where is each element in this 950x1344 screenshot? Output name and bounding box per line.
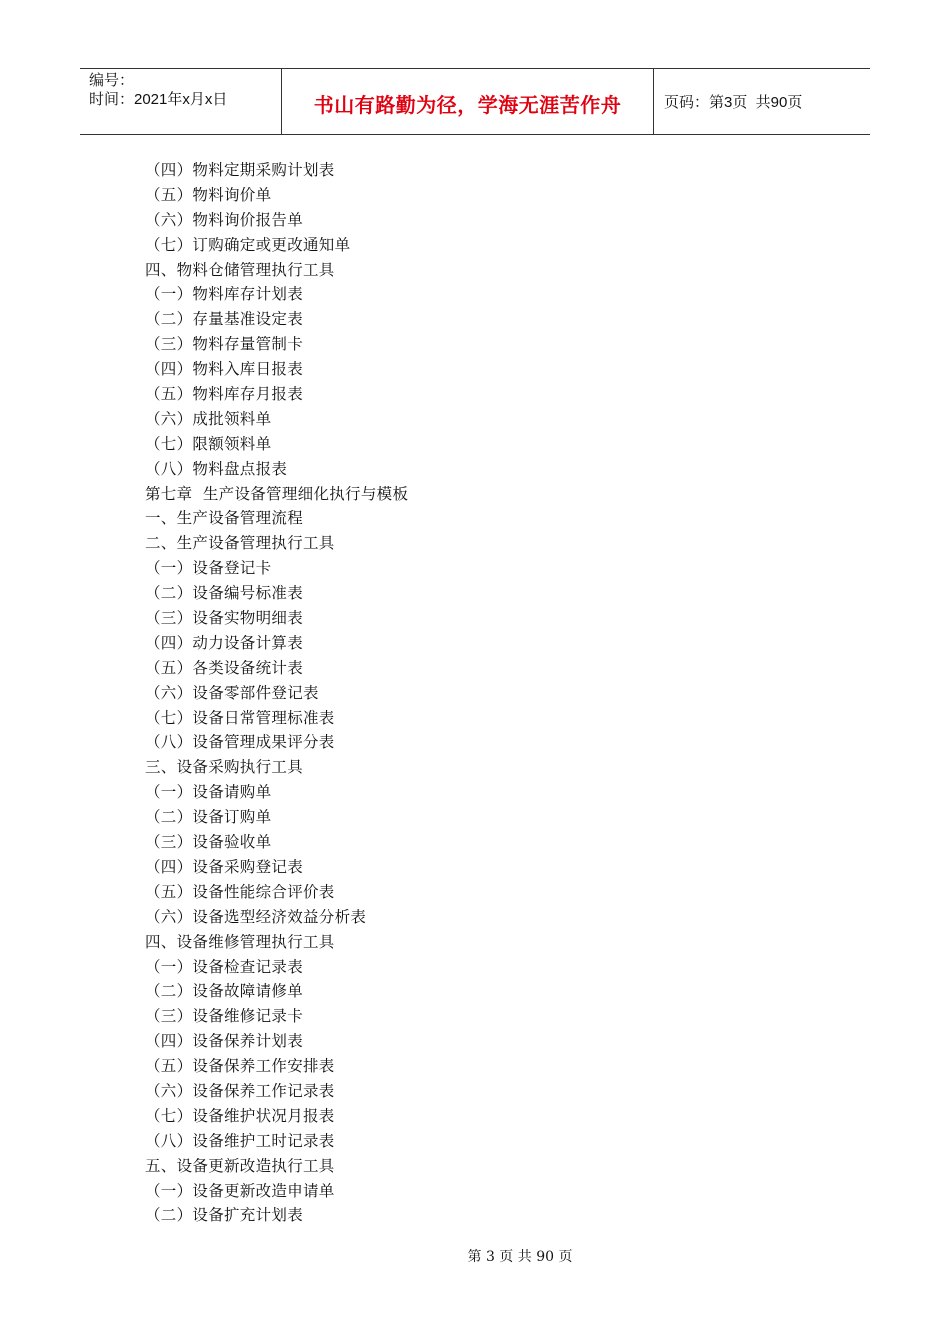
toc-entry: 三、设备采购执行工具 <box>145 758 304 777</box>
toc-entry: （一）物料库存计划表 <box>145 285 304 304</box>
toc-entry: （一）设备请购单 <box>145 783 272 802</box>
toc-entry: 一、生产设备管理流程 <box>145 509 304 528</box>
toc-entry: （六）设备零部件登记表 <box>145 683 319 702</box>
toc-entry: （四）设备采购登记表 <box>145 857 304 876</box>
toc-entry: 第七章 生产设备管理细化执行与模板 <box>145 484 409 503</box>
toc-entry: （一）设备检查记录表 <box>145 957 304 976</box>
header-motto: 书山有路勤为径，学海无涯苦作舟 <box>313 93 622 117</box>
toc-entry: （一）设备更新改造申请单 <box>145 1181 335 1200</box>
toc-entry: （八）设备管理成果评分表 <box>145 733 335 752</box>
toc-entry: （三）设备维修记录卡 <box>145 1007 304 1026</box>
toc-entry: （五）物料询价单 <box>145 185 272 204</box>
toc-entry: 四、物料仓储管理执行工具 <box>145 260 335 279</box>
document-number-label: 编号： <box>89 72 135 89</box>
toc-entry: （四）物料入库日报表 <box>145 360 304 379</box>
toc-entry: （三）设备验收单 <box>145 833 272 852</box>
toc-entry: （四）设备保养计划表 <box>145 1032 304 1051</box>
toc-entry: （二）存量基准设定表 <box>145 310 304 329</box>
toc-entry: （二）设备编号标准表 <box>145 584 304 603</box>
header-meta <box>80 69 282 134</box>
toc-entry: （五）设备保养工作安排表 <box>145 1057 335 1076</box>
toc-entry: （四）物料定期采购计划表 <box>145 161 335 179</box>
toc-entry: （五）物料库存月报表 <box>145 385 304 404</box>
header-motto-cell <box>282 69 654 134</box>
toc-entry: 四、设备维修管理执行工具 <box>145 932 335 951</box>
toc-entry: （六）成批领料单 <box>145 409 272 428</box>
toc-entry: （三）设备实物明细表 <box>145 609 304 628</box>
toc-entry: （七）设备维护状况月报表 <box>145 1106 335 1125</box>
toc-entry: （七）设备日常管理标准表 <box>145 708 335 727</box>
toc-entry: （一）设备登记卡 <box>145 559 272 578</box>
toc-entry: （七）订购确定或更改通知单 <box>145 235 351 254</box>
toc-entry: （五）设备性能综合评价表 <box>145 882 335 901</box>
toc-entry: （二）设备订购单 <box>145 808 272 827</box>
toc-entry: （二）设备扩充计划表 <box>145 1206 304 1225</box>
toc-entry: （八）物料盘点报表 <box>145 459 288 478</box>
toc-entry: 五、设备更新改造执行工具 <box>145 1156 335 1175</box>
page-header <box>80 68 870 135</box>
toc-entry: （七）限额领料单 <box>145 434 272 453</box>
toc-entry: （五）各类设备统计表 <box>145 658 304 677</box>
header-page-cell <box>654 69 870 134</box>
toc-entry: （六）设备选型经济效益分析表 <box>145 907 367 926</box>
toc-entry: （六）设备保养工作记录表 <box>145 1081 335 1100</box>
toc-entry: （三）物料存量管制卡 <box>145 335 304 354</box>
toc-entry: （二）设备故障请修单 <box>145 982 304 1001</box>
toc-entry: 二、生产设备管理执行工具 <box>145 534 335 553</box>
page-footer: 第 3 页 共 90 页 <box>467 1249 573 1265</box>
header-page-number: 页码：第3页 共90页 <box>664 94 803 111</box>
toc-entry: （六）物料询价报告单 <box>145 210 304 229</box>
document-date-label: 时间：2021年x月x日 <box>89 91 228 108</box>
table-of-contents <box>145 158 408 1228</box>
toc-entry: （四）动力设备计算表 <box>145 633 304 652</box>
toc-entry: （八）设备维护工时记录表 <box>145 1131 335 1150</box>
